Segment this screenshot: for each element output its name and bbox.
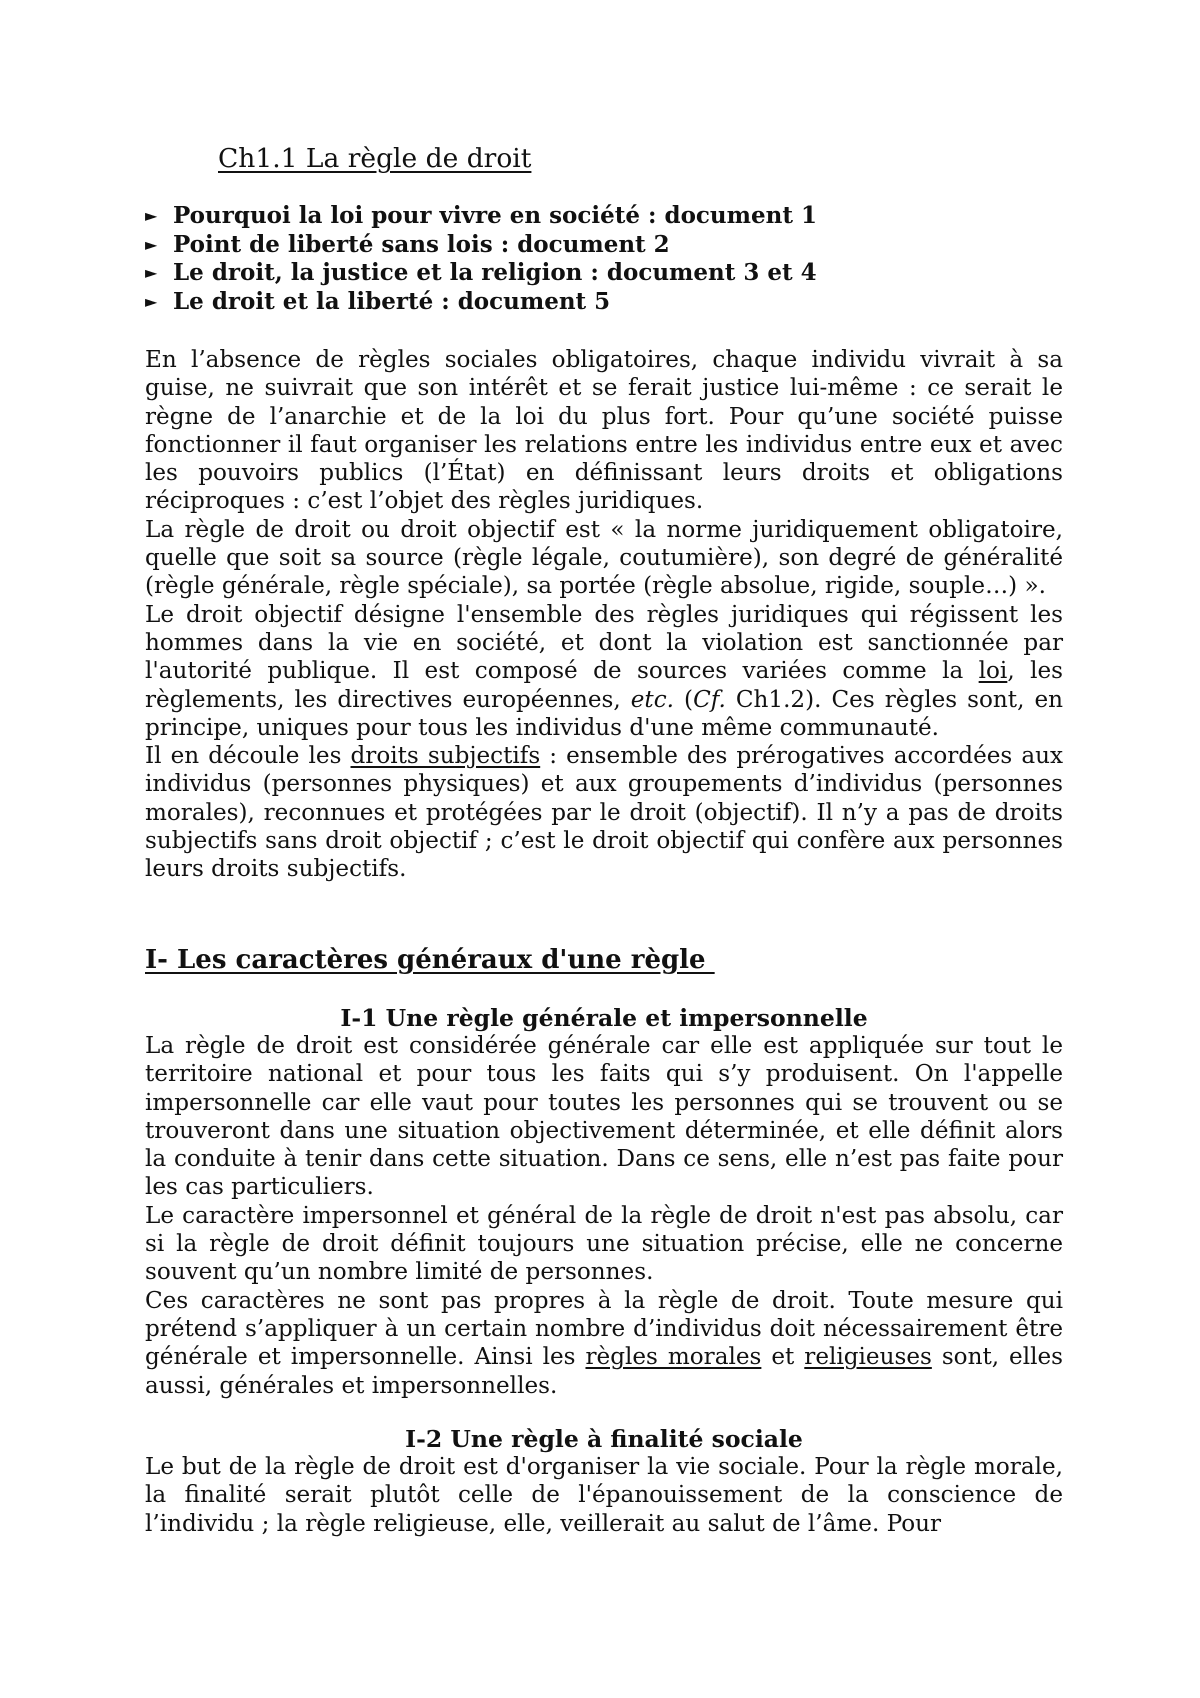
doc-link-label: Le droit, la justice et la religion : document 3 et 4 bbox=[173, 259, 817, 286]
doc-link-item[interactable] bbox=[145, 231, 817, 260]
text-run: Le droit objectif désigne l'ensemble des règles juridiques qui régissent les hommes dans la vie en société, et dont la violation est sanctionnée par l'autorité publique. Il est composé de sources variées comme la bbox=[145, 601, 1063, 685]
intro-paragraph-1: En l’absence de règles sociales obligatoires, chaque individu vivrait à sa guise, ne suivrait que son intérêt et se ferait justice lui-même : ce serait le règne de l’anarchie et de la loi du plus fort. Pour qu’une société puisse fonctionner il faut organiser les relations entre les individus entre eux et avec les pouvoirs publics (l’État) en définissant leurs droits et obligations réciproques : c’est l’objet des règles juridiques. bbox=[145, 347, 1063, 515]
text-run-italic: etc. bbox=[630, 686, 674, 713]
paragraph: La règle de droit est considérée générale car elle est appliquée sur tout le territoire national et pour tous les faits qui s’y produisent. On l'appelle impersonnelle car elle vaut pour toutes les personnes qui se trouvent ou se trouveront dans une situation objectivement déterminée, et elle définit alors la conduite à tenir dans cette situation. Dans ce sens, elle n’est pas faite pour les cas particuliers. bbox=[145, 1033, 1063, 1201]
doc-link-label: Pourquoi la loi pour vivre en société : document 1 bbox=[173, 202, 817, 229]
subsection-heading: I-2 Une règle à finalité sociale bbox=[405, 1425, 803, 1453]
text-run: et bbox=[761, 1344, 805, 1371]
doc-link-item[interactable] bbox=[145, 288, 817, 317]
text-run-italic: Cf. bbox=[693, 686, 726, 713]
text-run: ( bbox=[674, 686, 694, 713]
document-links-list bbox=[145, 202, 817, 316]
text-run: , les règlements, les directives européennes, bbox=[145, 658, 1063, 713]
doc-link-item[interactable] bbox=[145, 202, 817, 231]
droits-subjectifs-link[interactable]: droits subjectifs bbox=[350, 743, 541, 770]
subsection-2-text bbox=[145, 1453, 1063, 1538]
doc-link-label: Le droit et la liberté : document 5 bbox=[173, 287, 611, 315]
triangle-bullet-icon: ► bbox=[145, 206, 158, 225]
subsection-1-text bbox=[145, 1032, 1063, 1400]
doc-link-item[interactable] bbox=[145, 259, 817, 288]
paragraph: Le caractère impersonnel et général de la règle de droit n'est pas absolu, car si la règle de droit définit toujours une situation précise, elle ne concerne souvent qu’un nombre limité de personnes. bbox=[145, 1202, 1063, 1286]
religieuses-link[interactable]: religieuses bbox=[804, 1344, 932, 1371]
triangle-bullet-icon: ► bbox=[145, 291, 158, 311]
text-run: Ces caractères ne sont pas propres à la règle de droit. Toute mesure qui prétend s’appliquer à un certain nombre d’individus doit nécessairement être générale et impersonnelle. Ainsi les bbox=[145, 1287, 1063, 1371]
paragraph: Le but de la règle de droit est d'organiser la vie sociale. Pour la règle morale, la finalité serait plutôt celle de l'épanouissement de la conscience de l’individu ; la règle religieuse, elle, veillerait au salut de l’âme. Pour bbox=[145, 1454, 1063, 1537]
text-run: sont, elles aussi, générales et impersonnelles. bbox=[145, 1344, 1064, 1399]
intro-text bbox=[145, 346, 1063, 884]
intro-paragraph-2: La règle de droit ou droit objectif est « la norme juridiquement obligatoire, quelle que soit sa source (règle légale, coutumière), son degré de généralité (règle générale, règle spéciale), sa portée (règle absolue, rigide, souple…) ». bbox=[145, 516, 1063, 600]
intro-paragraph-3 bbox=[145, 601, 1063, 742]
paragraph bbox=[145, 1287, 1063, 1400]
subsection-heading: I-1 Une règle générale et impersonnelle bbox=[340, 1004, 868, 1032]
loi-link[interactable]: loi bbox=[978, 658, 1008, 685]
triangle-bullet-icon: ► bbox=[145, 234, 158, 254]
triangle-bullet-icon: ► bbox=[145, 263, 158, 282]
document-title: Ch1.1 La règle de droit bbox=[218, 143, 532, 174]
text-run: Il en découle les bbox=[145, 743, 351, 770]
regles-morales-link[interactable]: règles morales bbox=[585, 1344, 762, 1371]
text-run: Ch1.2). Ces règles sont, en principe, uniques pour tous les individus d'une même communauté. bbox=[145, 686, 1064, 741]
section-heading: I- Les caractères généraux d'une règle bbox=[145, 945, 715, 975]
doc-link-label: Point de liberté sans lois : document 2 bbox=[173, 230, 670, 258]
intro-paragraph-4 bbox=[145, 742, 1063, 883]
text-run: : ensemble des prérogatives accordées aux individus (personnes physiques) et aux groupements d’individus (personnes morales), reconnues et protégées par le droit (objectif). Il n’y a pas de droits subjectifs sans droit objectif ; c’est le droit objectif qui confère aux personnes leurs droits subjectifs. bbox=[145, 743, 1064, 883]
